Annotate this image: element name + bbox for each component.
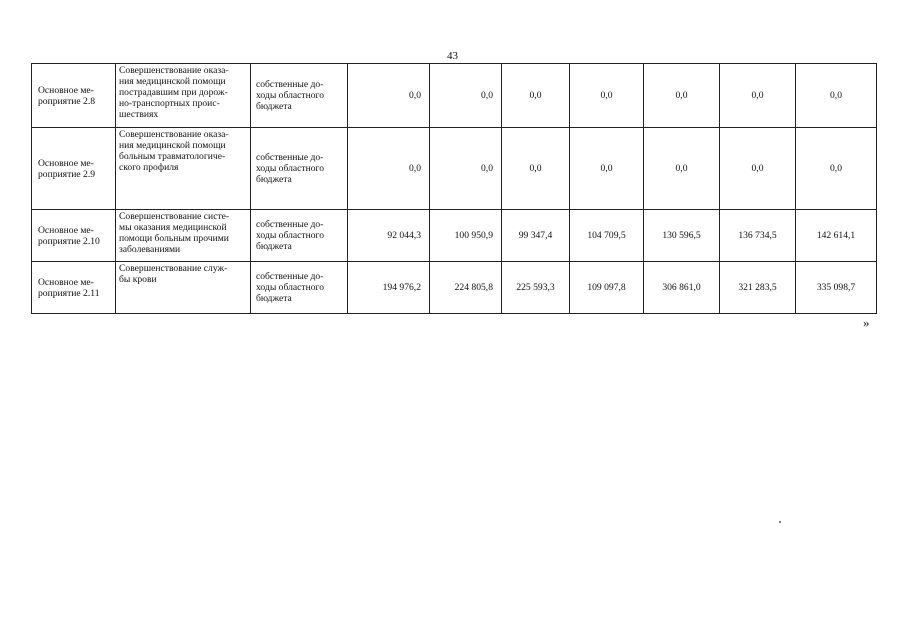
amount-cell: 0,0 (430, 64, 502, 128)
amount-cell: 0,0 (348, 128, 430, 210)
table-row (32, 128, 877, 210)
amount-cell: 0,0 (570, 128, 644, 210)
amount-cell: 92 044,3 (348, 210, 430, 262)
amount-cell: 0,0 (720, 64, 796, 128)
amount-cell: 136 734,5 (720, 210, 796, 262)
measure-description-cell: Совершенствование оказа- ния медицинской помощи больным травматологиче- ского профиля (116, 128, 251, 210)
amount-cell: 0,0 (644, 128, 720, 210)
amount-cell: 0,0 (430, 128, 502, 210)
measure-description-cell: Совершенствование оказа- ния медицинской помощи пострадавшим при дорож- но-транспортных проис- шествиях (116, 64, 251, 128)
amount-cell: 0,0 (348, 64, 430, 128)
amount-cell: 0,0 (720, 128, 796, 210)
page-number: 43 (447, 50, 458, 62)
scan-speck (779, 521, 781, 523)
amount-cell: 109 097,8 (570, 262, 644, 314)
amount-cell: 0,0 (644, 64, 720, 128)
amount-cell: 99 347,4 (502, 210, 570, 262)
table-row (32, 210, 877, 262)
amount-cell: 194 976,2 (348, 262, 430, 314)
funding-source-cell: собственные до- ходы областного бюджета (251, 210, 348, 262)
amount-cell: 0,0 (796, 64, 877, 128)
amount-cell: 0,0 (502, 64, 570, 128)
amount-cell: 142 614,1 (796, 210, 877, 262)
amount-cell: 225 593,3 (502, 262, 570, 314)
measure-code-cell: Основное ме- роприятие 2.10 (32, 210, 116, 262)
closing-quote-mark: » (863, 315, 870, 330)
funding-source-cell: собственные до- ходы областного бюджета (251, 128, 348, 210)
amount-cell: 224 805,8 (430, 262, 502, 314)
table-row (32, 262, 877, 314)
table-row (32, 64, 877, 128)
measure-code-cell: Основное ме- роприятие 2.11 (32, 262, 116, 314)
budget-table (31, 63, 877, 314)
funding-source-cell: собственные до- ходы областного бюджета (251, 262, 348, 314)
amount-cell: 321 283,5 (720, 262, 796, 314)
measure-code-cell: Основное ме- роприятие 2.8 (32, 64, 116, 128)
amount-cell: 335 098,7 (796, 262, 877, 314)
measure-description-cell: Совершенствование служ- бы крови (116, 262, 251, 314)
amount-cell: 0,0 (570, 64, 644, 128)
funding-source-cell: собственные до- ходы областного бюджета (251, 64, 348, 128)
amount-cell: 100 950,9 (430, 210, 502, 262)
amount-cell: 104 709,5 (570, 210, 644, 262)
amount-cell: 0,0 (502, 128, 570, 210)
measure-code-cell: Основное ме- роприятие 2.9 (32, 128, 116, 210)
amount-cell: 0,0 (796, 128, 877, 210)
amount-cell: 130 596,5 (644, 210, 720, 262)
measure-description-cell: Совершенствование систе- мы оказания медицинской помощи больным прочими заболеваниями (116, 210, 251, 262)
amount-cell: 306 861,0 (644, 262, 720, 314)
